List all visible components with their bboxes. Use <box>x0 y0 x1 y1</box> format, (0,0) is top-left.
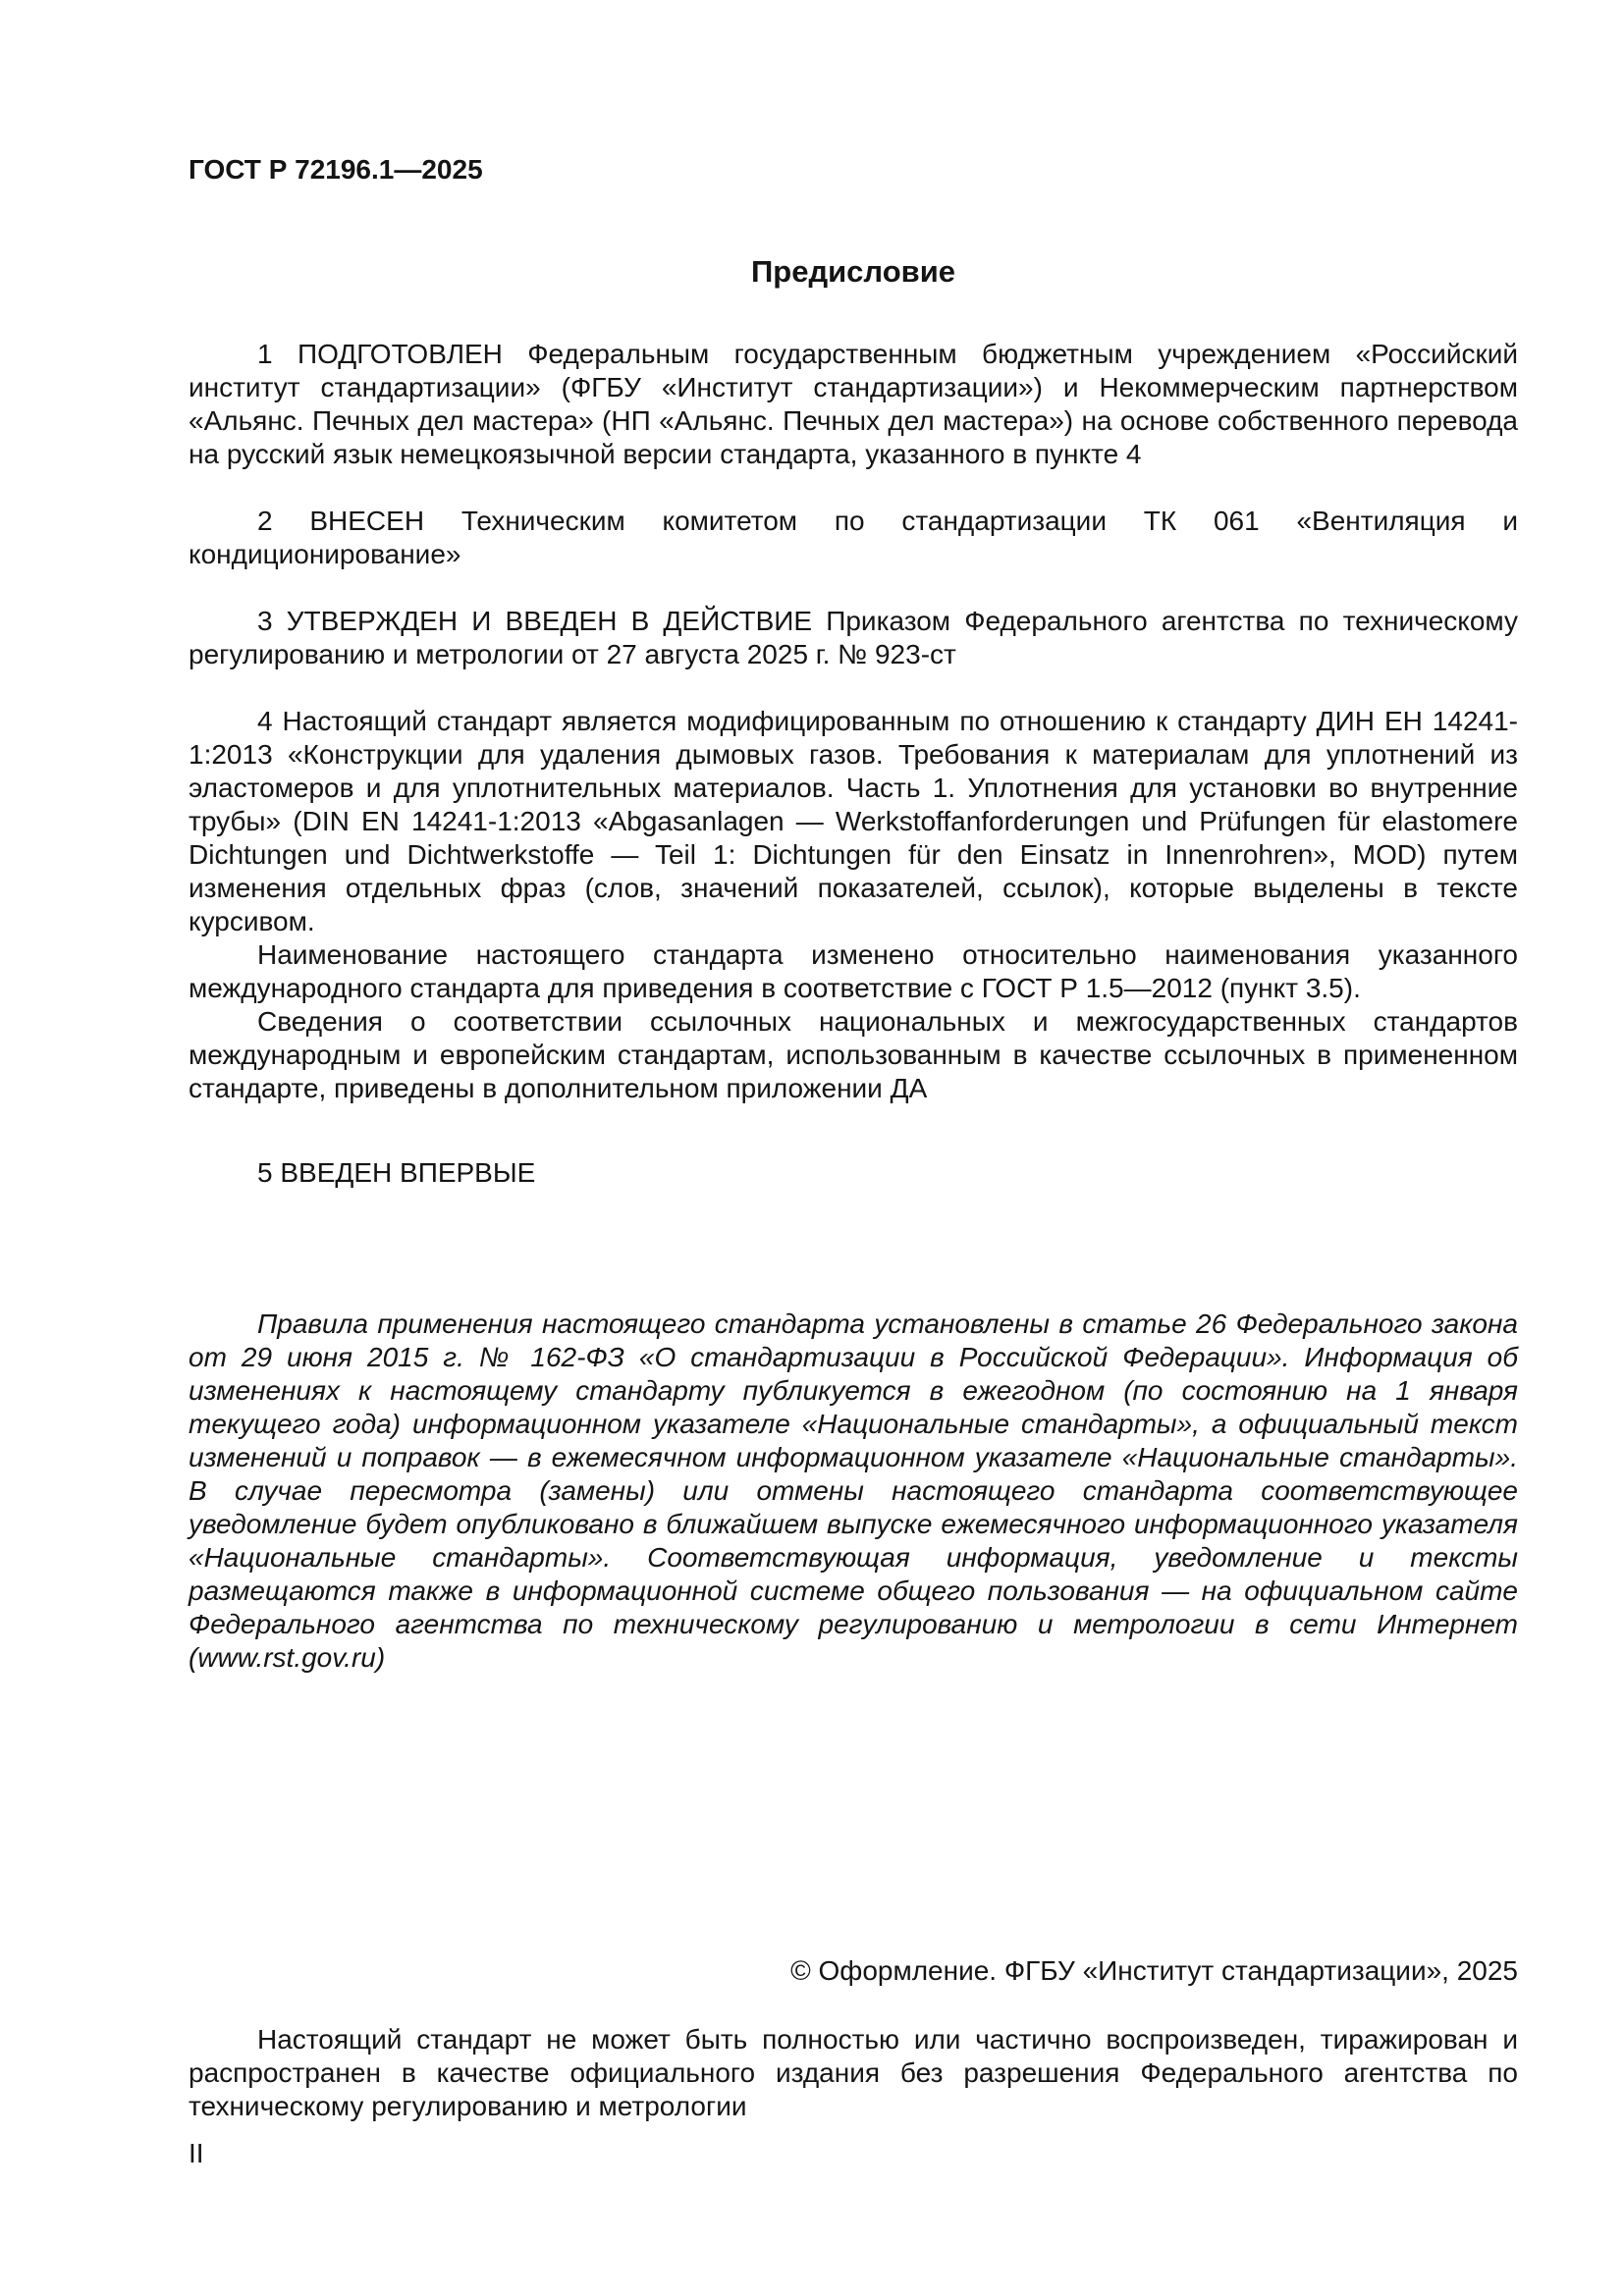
foreword-item-first-introduced: 5 ВВЕДЕН ВПЕРВЫЕ <box>257 1157 536 1188</box>
page-footer <box>189 1954 1518 2170</box>
foreword-item-modified-standard: 4 Настоящий стандарт является модифицированным по отношению к стандарту ДИН ЕН 14241-1:2013 «Конструкции для удаления дымовых газов. Требования к материалам для уплотнений из эластомеров и для уплотнительных материалов. Часть 1. Уплотнения для установки во внутренние трубы» (DIN EN 14241-1:2013 «Abgasanlagen — Werkstoffanforderungen und Prüfungen für elastomere Dichtungen und Dichtwerkstoffe — Teil 1: Dichtungen für den Einsatz in Innenrohren», MOD) путем изменения отдельных фраз (слов, значений показателей, ссылок), которые выделены в тексте курсивом. <box>189 706 1518 936</box>
foreword-item-approved: 3 УТВЕРЖДЕН И ВВЕДЕН В ДЕЙСТВИЕ Приказом Федерального агентства по техническому регулированию и метрологии от 27 августа 2025 г. № 923-ст <box>189 606 1518 669</box>
page-number: II <box>189 2138 204 2168</box>
application-rules-note: Правила применения настоящего стандарта установлены в статье 26 Федерального закона от 29 июня 2015 г. № 162-ФЗ «О стандартизации в Российской Федерации». Информация об изменениях к настоящему стандарту публикуется в ежегодном (по состоянию на 1 января текущего года) информационном указателе «Национальные стандарты», а официальный текст изменений и поправок — в ежемесячном информационном указателе «Национальные стандарты». В случае пересмотра (замены) или отмены настоящего стандарта соответствующее уведомление будет опубликовано в ближайшем выпуске ежемесячного информационного указателя «Национальные стандарты». Соответствующая информация, уведомление и тексты размещаются также в информационной системе общего пользования — на официальном сайте Федерального агентства по техническому регулированию и метрологии в сети Интернет (www.rst.gov.ru) <box>189 1308 1518 1673</box>
foreword-note-title-changed: Наименование настоящего стандарта изменено относительно наименования указанного международного стандарта для приведения в соответствие с ГОСТ Р 1.5—2012 (пункт 3.5). <box>189 939 1518 1003</box>
foreword-note-reference-standards: Сведения о соответствии ссылочных национальных и межгосударственных стандартов международным и европейским стандартам, использованным в качестве ссылочных в примененном стандарте, приведены в дополнительном приложении ДА <box>189 1006 1518 1103</box>
reproduction-notice: Настоящий стандарт не может быть полностью или частично воспроизведен, тиражирован и распространен в качестве официального издания без разрешения Федерального агентства по техническому регулированию и метрологии <box>189 2024 1518 2121</box>
copyright-line: © Оформление. ФГБУ «Институт стандартизации», 2025 <box>790 1955 1518 1986</box>
document-code: ГОСТ Р 72196.1—2025 <box>189 154 483 185</box>
foreword-item-submitted: 2 ВНЕСЕН Техническим комитетом по стандартизации ТК 061 «Вентиляция и кондиционирование» <box>189 506 1518 569</box>
page-title: Предисловие <box>750 254 955 289</box>
foreword-item-prepared: 1 ПОДГОТОВЛЕН Федеральным государственным бюджетным учреждением «Российский институт стандартизации» (ФГБУ «Институт стандартизации») и Некоммерческим партнерством «Альянс. Печных дел мастера» (НП «Альянс. Печных дел мастера») на основе собственного перевода на русский язык немецкоязычной версии стандарта, указанного в пункте 4 <box>189 339 1518 469</box>
